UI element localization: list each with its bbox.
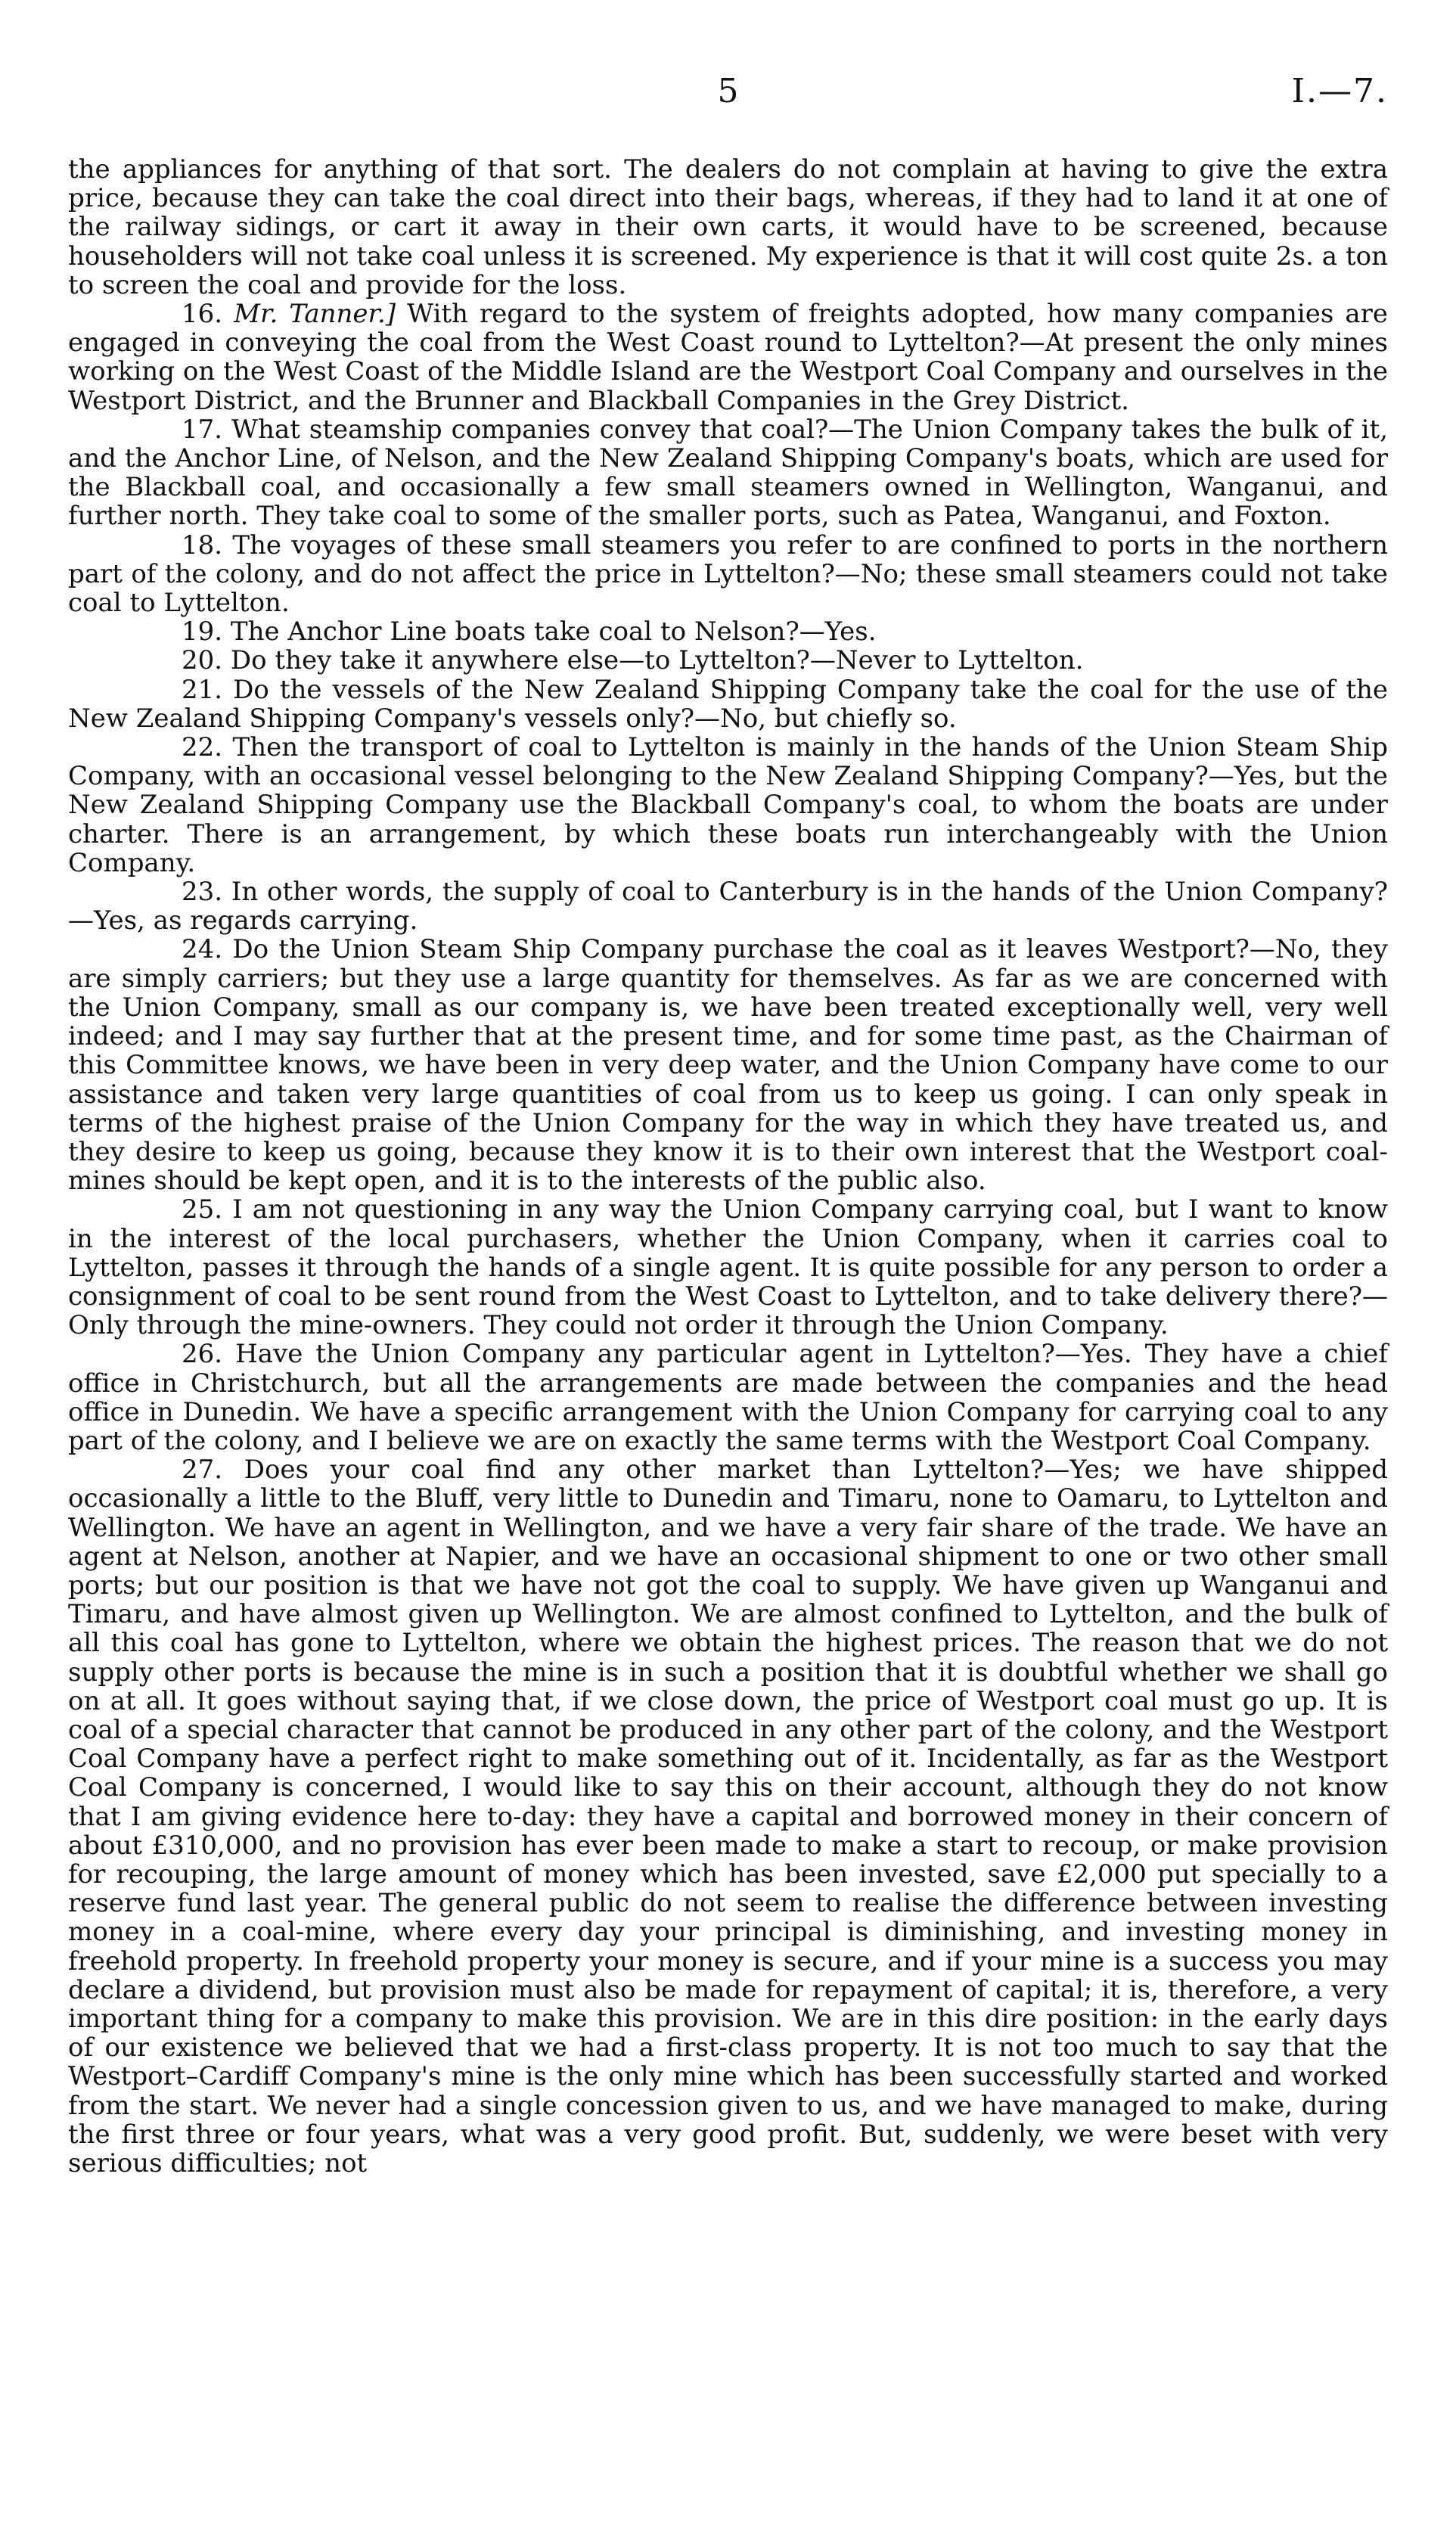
body-text bbox=[68, 155, 1388, 2178]
question-number: 26. bbox=[182, 1339, 223, 1370]
question-text: Does your coal find any other market than Lyttelton?—Yes; we have shipped occasionally a little to the Bluff, very little to Dunedin and Timaru, none to Oamaru, to Lyttelton and Wellington. We have an agent in Wellington, and we have a very fair share of the trade. We have an agent at Nelson, another at Napier, and we have an occasional shipment to one or two other small ports; but our position is that we have not got the coal to supply. We have given up Wanganui and Timaru, and have almost given up Wellington. We are almost confined to Lyttelton, and the bulk of all this coal has gone to Lyttelton, where we obtain the highest prices. The reason that we do not supply other ports is because the mine is in such a position that it is doubtful whether we shall go on at all. It goes without saying that, if we close down, the price of Westport coal must go up. It is coal of a special character that cannot be produced in any other part of the colony, and the Westport Coal Company have a perfect right to make something out of it. Incidentally, as far as the Westport Coal Company is concerned, I would like to say this on their account, although they do not know that I am giving evidence here to-day: they have a capital and borrowed money in their concern of about £310,000, and no provision has ever been made to make a start to recoup, or make provision for recouping, the large amount of money which has been invested, save £2,000 put specially to a reserve fund last year. The general public do not seem to realise the difference between investing money in a coal-mine, where every day your principal is diminishing, and investing money in freehold property. In freehold property your money is secure, and if your mine is a success you may declare a dividend, but provision must also be made for repayment of capital; it is, therefore, a very important thing for a company to make this provision. We are in this dire position: in the early days of our existence we believed that we had a first-class property. It is not too much to say that the Westport–Cardiff Company's mine is the only mine which has been successfully started and worked from the start. We never had a single concession given to us, and we have managed to make, during the first three or four years, what was a very good profit. But, suddenly, we were beset with very serious difficulties; not bbox=[68, 1455, 1388, 2179]
question-17 bbox=[68, 415, 1388, 531]
question-number: 25. bbox=[182, 1194, 223, 1225]
question-number: 22. bbox=[182, 732, 223, 763]
question-text: With regard to the system of freights adopted, how many companies are engaged in conveying the coal from the West Coast round to Lyttelton?—At present the only mines working on the West Coast of the Middle Island are the Westport Coal Company and ourselves in the Westport District, and the Brunner and Blackball Companies in the Grey District. bbox=[68, 299, 1388, 416]
question-text: The Anchor Line boats take coal to Nelson?—Yes. bbox=[230, 616, 877, 647]
question-number: 24. bbox=[182, 934, 223, 965]
question-number: 19. bbox=[182, 616, 223, 647]
paragraph-continuation bbox=[68, 155, 1388, 300]
question-number: 16. bbox=[182, 299, 223, 330]
question-22 bbox=[68, 733, 1388, 877]
question-21 bbox=[68, 675, 1388, 733]
question-27 bbox=[68, 1455, 1388, 2178]
question-text: Have the Union Company any particular agent in Lyttelton?—Yes. They have a chief office in Christchurch, but all the arrangements are made between the companies and the head office in Dunedin. We have a specific arrangement with the Union Company for carrying coal to any part of the colony, and I believe we are on exactly the same terms with the Westport Coal Company. bbox=[68, 1339, 1388, 1456]
question-number: 18. bbox=[182, 529, 223, 560]
question-text: Do they take it anywhere else—to Lyttelton?—Never to Lyttelton. bbox=[230, 645, 1084, 676]
speaker-name: Mr. Tanner.] bbox=[234, 299, 396, 330]
question-25 bbox=[68, 1195, 1388, 1340]
question-number: 27. bbox=[182, 1455, 223, 1486]
question-18 bbox=[68, 531, 1388, 618]
page-header bbox=[68, 72, 1388, 155]
question-text: Do the Union Steam Ship Company purchase the coal as it leaves Westport?—No, they are simply carriers; but they use a large quantity for themselves. As far as we are concerned with the Union Company, small as our company is, we have been treated exceptionally well, very well indeed; and I may say further that at the present time, and for some time past, as the Chairman of this Committee knows, we have been in very deep water, and the Union Company have come to our assistance and taken very large quantities of coal from us to keep us going. I can only speak in terms of the highest praise of the Union Company for the way in which they have treated us, and they desire to keep us going, because they know it is to their own interest that the Westport coal-mines should be kept open, and it is to the interests of the public also. bbox=[68, 934, 1388, 1197]
question-text: In other words, the supply of coal to Canterbury is in the hands of the Union Company? —Yes, as regards carrying. bbox=[68, 877, 1389, 936]
question-20 bbox=[68, 646, 1388, 675]
question-26 bbox=[68, 1340, 1388, 1455]
paragraph-text: the appliances for anything of that sort. The dealers do not complain at having to give the extra price, because they can take the coal direct into their bags, whereas, if they had to land it at one of the railway sidings, or cart it away in their own carts, it would have to be screened, because householders will not take coal unless it is screened. My experience is that it will cost quite 2s. a ton to screen the coal and provide for the loss. bbox=[68, 154, 1388, 300]
question-number: 17. bbox=[182, 414, 223, 445]
document-page bbox=[68, 72, 1388, 2178]
question-19 bbox=[68, 617, 1388, 646]
question-number: 20. bbox=[182, 645, 223, 676]
page-number: 5 bbox=[717, 72, 739, 110]
question-23 bbox=[68, 877, 1388, 935]
question-text: I am not questioning in any way the Union Company carrying coal, but I want to know in the interest of the local purchasers, whether the Union Company, when it carries coal to Lyttelton, passes it through the hands of a single agent. It is quite possible for any person to order a consignment of coal to be sent round from the West Coast to Lyttelton, and to take delivery there?—Only through the mine-owners. They could not order it through the Union Company. bbox=[68, 1194, 1388, 1341]
question-24 bbox=[68, 935, 1388, 1195]
question-16 bbox=[68, 300, 1388, 415]
question-text: What steamship companies convey that coal?—The Union Company takes the bulk of it, and the Anchor Line, of Nelson, and the New Zealand Shipping Company's boats, which are used for the Blackball coal, and occasionally a few small steamers owned in Wellington, Wanganui, and further north. They take coal to some of the smaller ports, such as Patea, Wanganui, and Foxton. bbox=[68, 414, 1389, 532]
question-text: Then the transport of coal to Lyttelton is mainly in the hands of the Union Steam Ship Company, with an occasional vessel belonging to the New Zealand Shipping Company?—Yes, but the New Zealand Shipping Company use the Blackball Company's coal, to whom the boats are under charter. There is an arrangement, by which these boats run interchangeably with the Union Company. bbox=[68, 732, 1389, 878]
question-number: 23. bbox=[182, 877, 223, 908]
question-text: The voyages of these small steamers you refer to are confined to ports in the northern part of the colony, and do not affect the price in Lyttelton?—No; these small steamers could not take coal to Lyttelton. bbox=[68, 529, 1388, 619]
document-reference: I.—7. bbox=[1291, 72, 1388, 110]
question-number: 21. bbox=[182, 674, 223, 705]
question-text: Do the vessels of the New Zealand Shipping Company take the coal for the use of the New Zealand Shipping Company's vessels only?—No, but chiefly so. bbox=[68, 674, 1388, 734]
